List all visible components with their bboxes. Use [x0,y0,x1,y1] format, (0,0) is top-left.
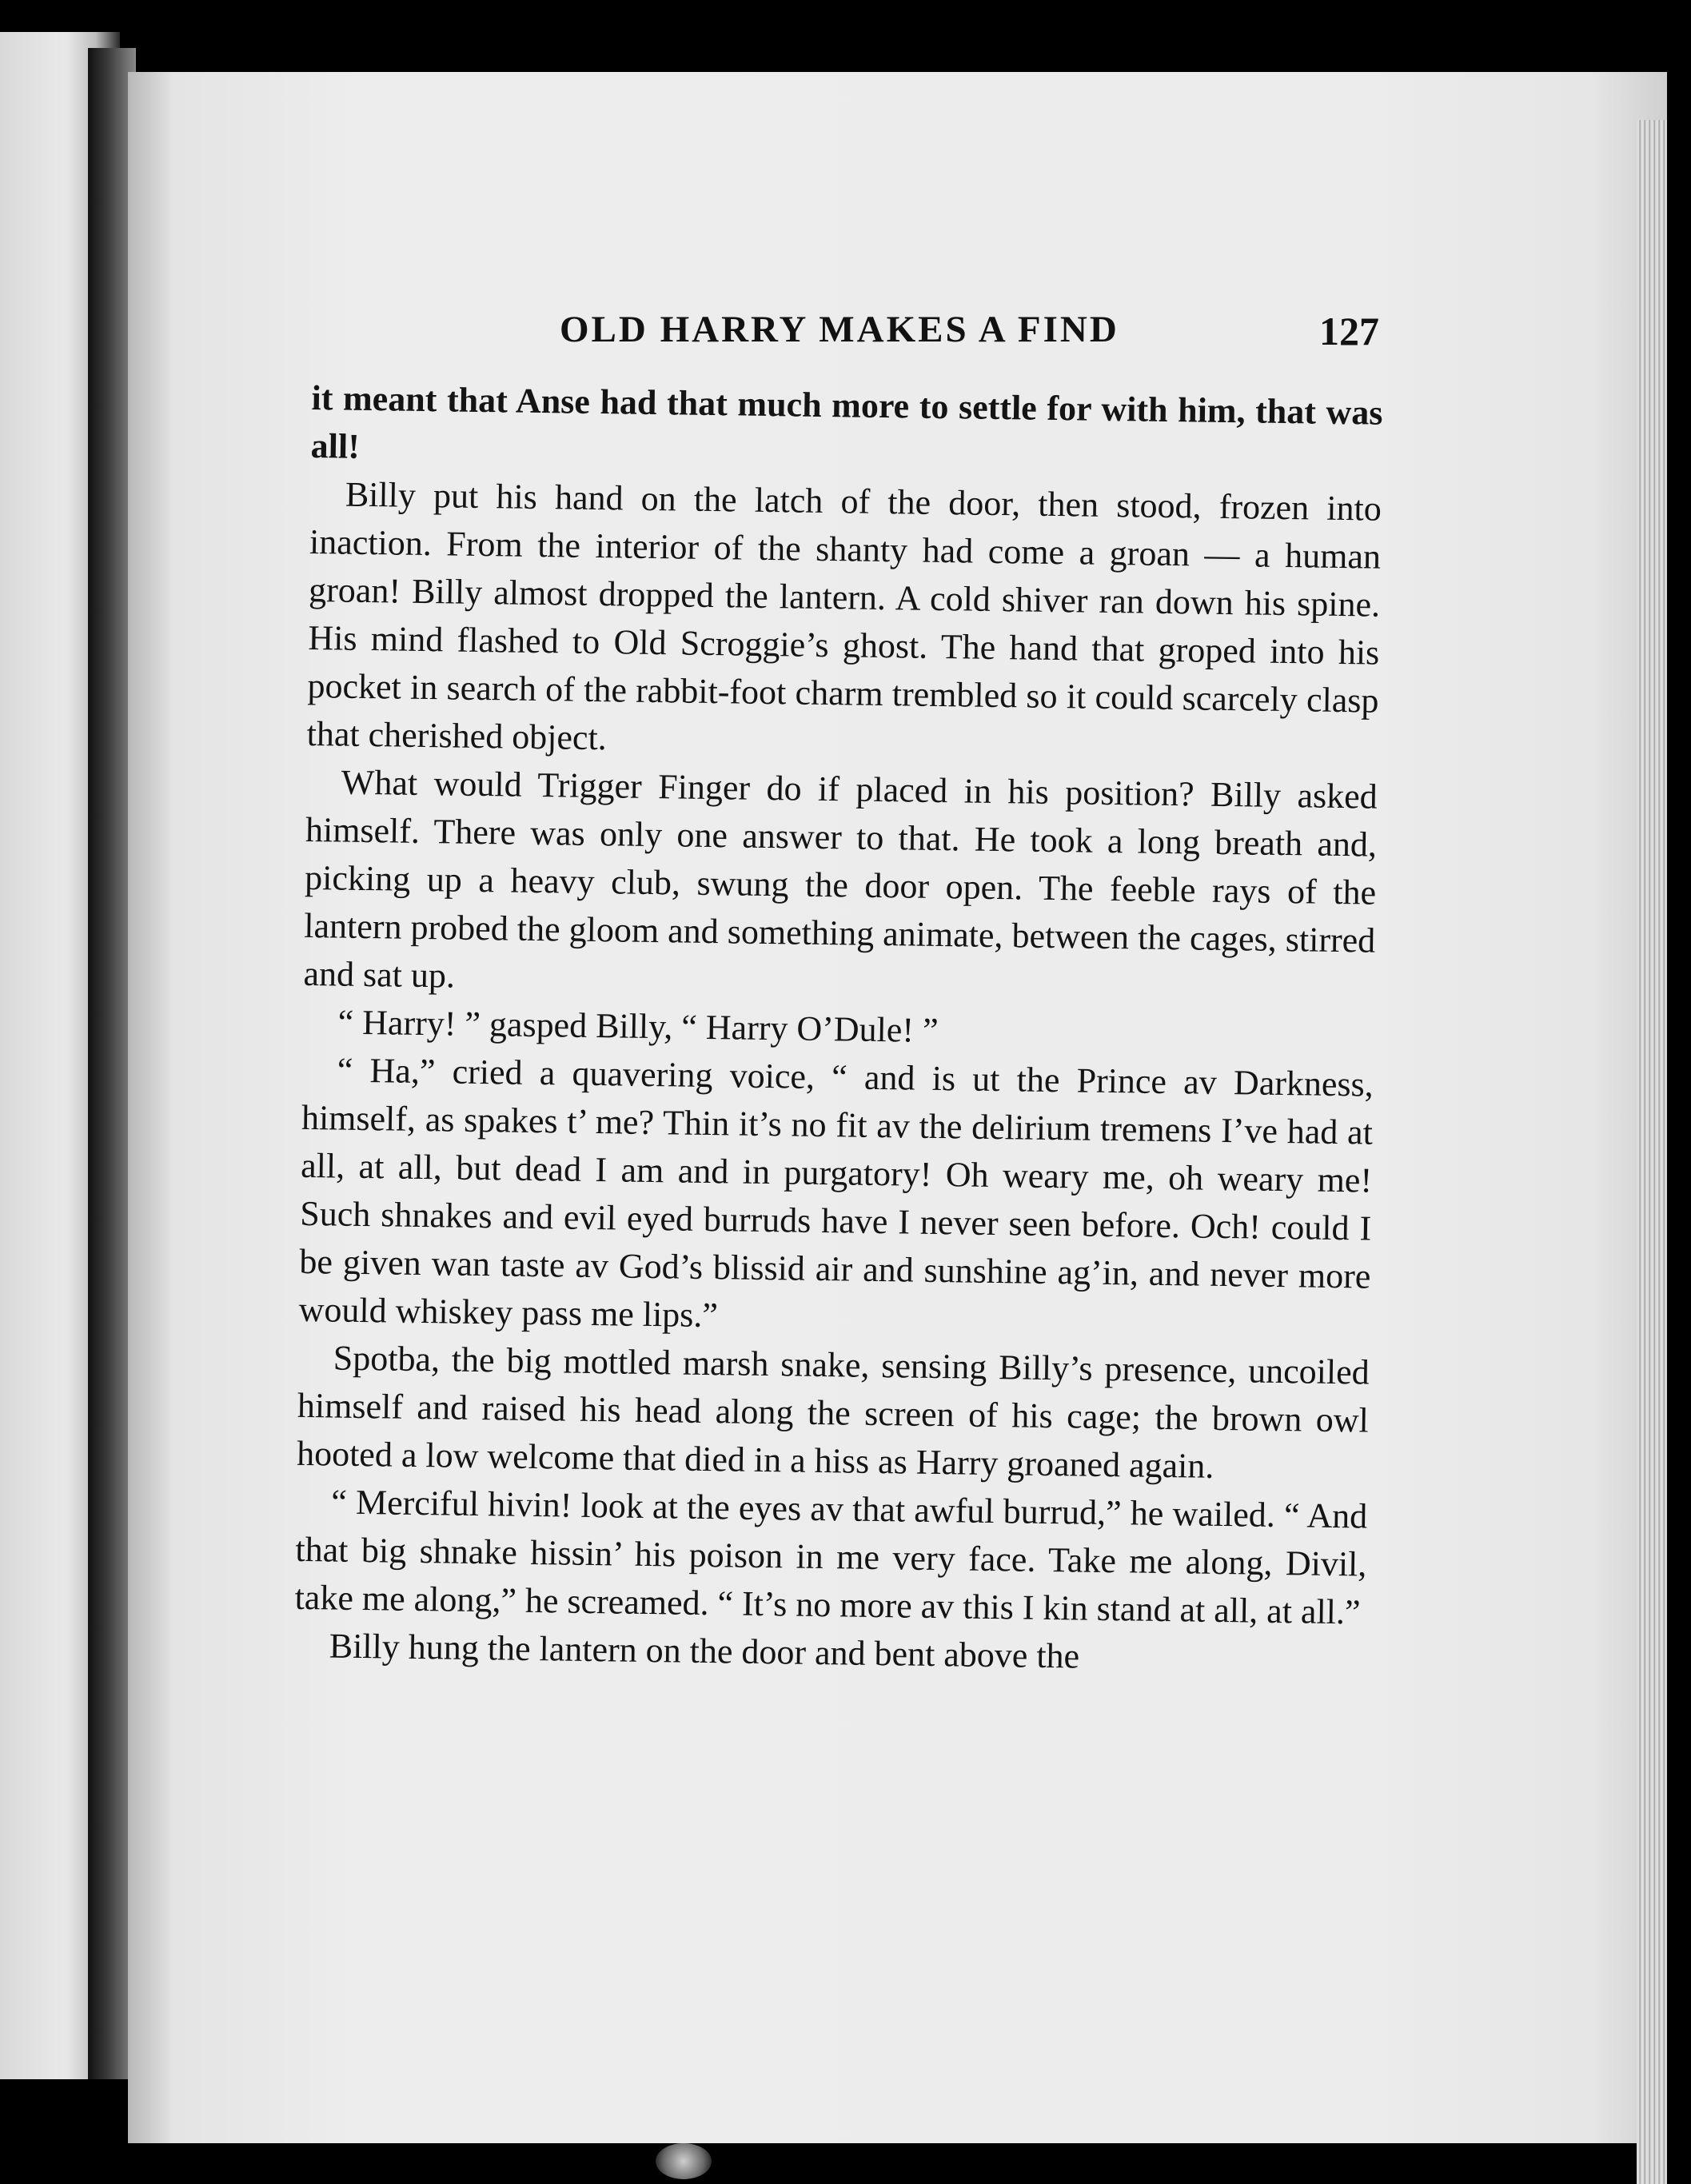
page-number: 127 [1319,309,1379,353]
paragraph: Billy put his hand on the latch of the door, then stood, frozen into inaction. From the interior of the shanty had come a groan — a human groan! Billy almost dropped the lantern. A cold shiver ran down his spine. His mind flashed to Old Scroggie’s ghost. The hand that groped into his pocket in search of the rabbit-foot charm trembled so it could scarcely clasp that cherished object. [306,474,1382,758]
paragraph: Billy hung the lantern on the door and bent above the [329,1626,1080,1676]
binding-stitch-mark [656,2143,712,2179]
page-body-text [293,374,1382,1685]
paragraph: Spotba, the big mottled marsh snake, sensing Billy’s presence, uncoiled himself and raised his head along the screen of his cage; the brown owl hooted a low welcome that died in a hiss as Harry groaned again. [296,1338,1370,1486]
page-stack-edge [1637,120,1667,2184]
paragraph: “ Harry! ” gasped Billy, “ Harry O’Dule! ” [337,1002,939,1051]
paragraph: What would Trigger Finger do if placed in his position? Billy asked himself. There was only one answer to that. He took a long breath and, picking up a heavy club, swung the door open. The feeble rays of the lantern probed the gloom and something animate, between the cages, stirred and sat up. [303,762,1378,996]
paragraph: it meant that Anse had that much more to settle for with him, that was all! [310,377,1383,466]
book-page [128,72,1667,2143]
running-head: OLD HARRY MAKES A FIND [560,309,1119,350]
paragraph: “ Merciful hivin! look at the eyes av that awful burrud,” he wailed. “ And that big shnake hissin’ his poison in me very face. Take me along, Divil, take me along,” he screamed. “ It’s no more av this I kin stand at all, at all.” [294,1482,1368,1632]
paragraph: “ Ha,” cried a quavering voice, “ and is ut the Prince av Darkness, himself, as spakes t’ me? Thin it’s no fit av the delirium tremens I’ve had at all, at all, but dead I am and in purgatory! Oh weary me, oh weary me! Such shnakes and evil eyed burruds have I never seen before. Och! could I be given wan taste av God’s blissid air and sunshine ag’in, and never more would whiskey pass me lips.” [298,1050,1374,1336]
